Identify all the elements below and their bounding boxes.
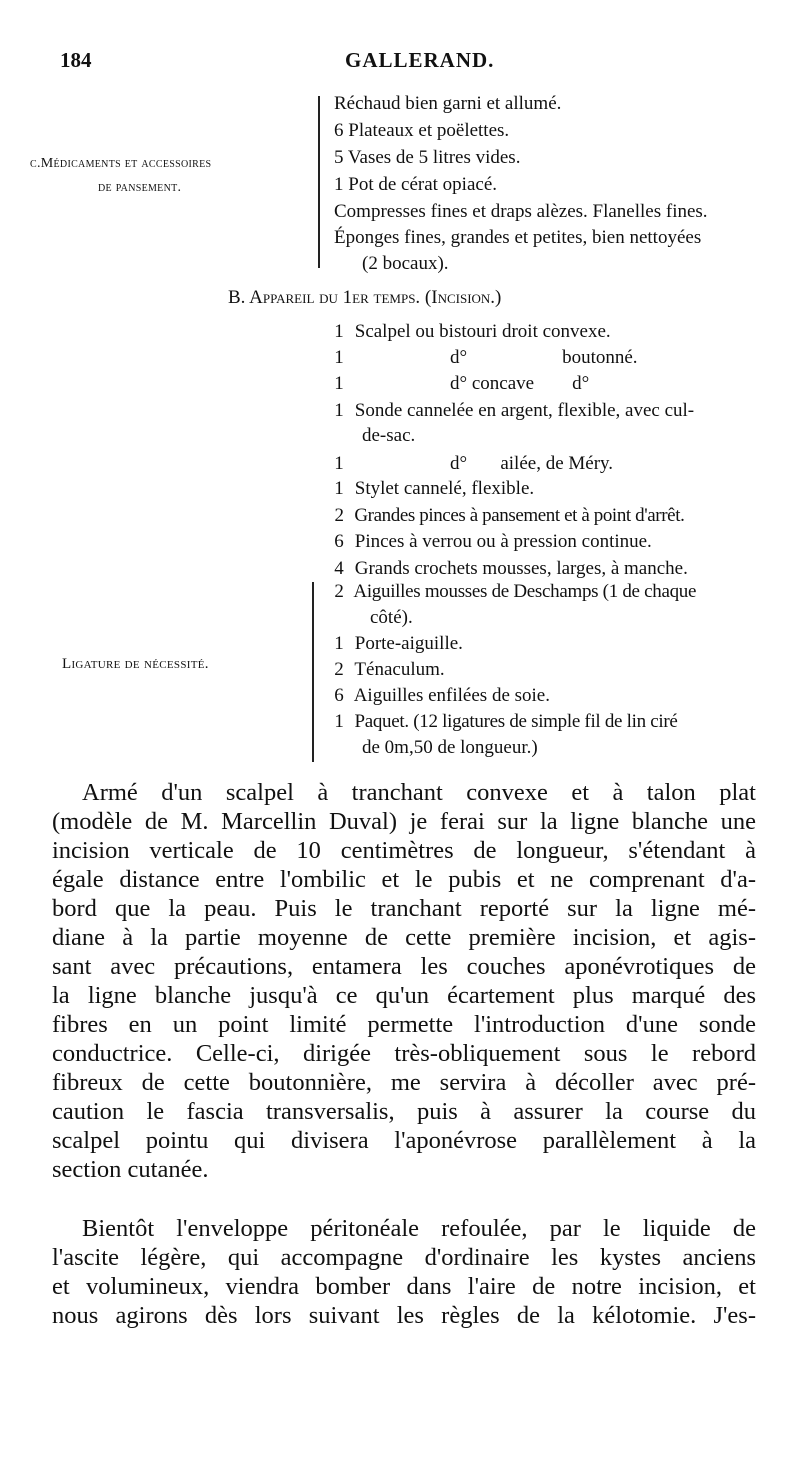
item-text: d° ailée, de Méry.	[450, 453, 614, 474]
text-line: conductrice. Celle-ci, dirigée très-obliquement sous le rebord	[52, 1040, 756, 1067]
text-line: fibreux de cette boutonnière, me servira à décoller avec pré-	[52, 1069, 756, 1096]
text-line: scalpel pointu qui divisera l'aponévrose parallèlement à la	[52, 1127, 756, 1154]
item-text: de-sac.	[362, 425, 416, 446]
section-c-item: Réchaud bien garni et allumé.	[334, 93, 562, 114]
text-line: sant avec précautions, entamera les couches aponévrotiques de	[52, 953, 756, 980]
body-paragraph-1	[52, 778, 756, 1184]
text-line: Bientôt l'enveloppe péritonéale refoulée, par le liquide de	[82, 1215, 756, 1242]
text-line: l'ascite légère, qui accompagne d'ordinaire les kystes anciens	[52, 1244, 756, 1271]
item-text: Stylet cannelé, flexible.	[354, 478, 535, 499]
section-c-item: 1 Pot de cérat opiacé.	[334, 174, 498, 195]
item-text: d° concave d°	[450, 373, 590, 394]
ligature-label: Ligature de nécessité.	[62, 656, 209, 672]
text-line: la ligne blanche jusqu'à ce qu'un écartement plus marqué des	[52, 982, 756, 1009]
item-qty: 1	[334, 347, 344, 368]
section-c-brace	[318, 96, 326, 268]
section-c-item: 5 Vases de 5 litres vides.	[334, 147, 521, 168]
item-qty: 1	[334, 453, 344, 474]
item-text: côté).	[370, 607, 413, 628]
item-text: Paquet. (12 ligatures de simple fil de lin ciré	[354, 711, 678, 732]
item-text: Sonde cannelée en argent, flexible, avec cul-	[354, 400, 695, 421]
item-text: Aiguilles mousses de Deschamps (1 de chaque	[353, 581, 697, 602]
text-line: nous agirons dès lors suivant les règles de la kélotomie. J'es-	[52, 1302, 756, 1329]
text-line: (modèle de M. Marcellin Duval) je ferai sur la ligne blanche une	[52, 808, 756, 835]
item-qty: 4	[334, 558, 344, 579]
item-qty: 1	[334, 478, 344, 499]
item-text: d° boutonné.	[450, 347, 638, 368]
item-text: Pinces à verrou ou à pression continue.	[354, 531, 652, 552]
section-b-item	[328, 450, 613, 478]
page-number: 184	[60, 48, 92, 72]
text-line: Armé d'un scalpel à tranchant convexe et à talon plat	[82, 779, 756, 806]
ligature-brace	[312, 582, 320, 762]
section-b-heading: B. Appareil du 1er temps. (Incision.)	[228, 287, 502, 308]
section-b-item	[328, 318, 611, 346]
section-b-item	[328, 370, 589, 398]
item-qty: 1	[334, 321, 344, 342]
text-line: section cutanée.	[52, 1156, 209, 1183]
item-text: Scalpel ou bistouri droit convexe.	[354, 321, 611, 342]
section-c-item: 6 Plateaux et poëlettes.	[334, 120, 510, 141]
item-qty: 6	[334, 685, 344, 706]
ligature-item	[370, 604, 413, 632]
item-text: Porte-aiguille.	[354, 633, 463, 654]
item-qty: 1	[334, 373, 344, 394]
section-b-item	[328, 397, 694, 425]
section-c-label-line1: c.Médicaments et accessoires	[30, 156, 212, 171]
section-b-item	[362, 422, 415, 450]
item-qty: 1	[334, 400, 344, 421]
ligature-item	[328, 630, 463, 658]
ligature-item	[328, 708, 678, 736]
text-line: égale distance entre l'ombilic et le pubis et ne comprenant d'a-	[52, 866, 756, 893]
text-line: incision verticale de 10 centimètres de longueur, s'étendant à	[52, 837, 756, 864]
ligature-item	[362, 734, 538, 762]
item-text: Grandes pinces à pansement et à point d'arrêt.	[354, 505, 685, 526]
text-line: diane à la partie moyenne de cette première incision, et agis-	[52, 924, 756, 951]
ligature-item	[328, 578, 696, 606]
section-b-item	[328, 475, 534, 503]
item-qty: 1	[334, 633, 344, 654]
item-qty: 2	[334, 505, 344, 526]
section-b-item	[328, 502, 684, 530]
section-c-item: Compresses fines et draps alèzes. Flanelles fines.	[334, 201, 708, 222]
section-b-item	[328, 344, 638, 372]
section-c-item: Éponges fines, grandes et petites, bien nettoyées	[334, 227, 702, 248]
text-line: caution le fascia transversalis, puis à assurer la course du	[52, 1098, 756, 1125]
body-paragraph-2	[52, 1214, 756, 1330]
item-qty: 2	[334, 659, 344, 680]
item-qty: 6	[334, 531, 344, 552]
section-c-label-line2: de pansement.	[98, 180, 182, 195]
item-qty: 1	[334, 711, 344, 732]
ligature-item	[328, 656, 445, 684]
item-text: Aiguilles enfilées de soie.	[353, 685, 550, 706]
item-text: Grands crochets mousses, larges, à manche.	[354, 558, 688, 579]
ligature-item	[328, 682, 550, 710]
text-line: et volumineux, viendra bomber dans l'aire de notre incision, et	[52, 1273, 756, 1300]
section-b-item	[328, 528, 652, 556]
item-qty: 2	[334, 581, 344, 602]
text-line: fibres en un point limité permette l'introduction d'une sonde	[52, 1011, 756, 1038]
item-text: Ténaculum.	[354, 659, 445, 680]
running-head: GALLERAND.	[345, 48, 495, 72]
item-text: de 0m,50 de longueur.)	[362, 737, 538, 758]
text-line: bord que la peau. Puis le tranchant reporté sur la ligne mé-	[52, 895, 756, 922]
section-c-item: (2 bocaux).	[362, 253, 449, 274]
